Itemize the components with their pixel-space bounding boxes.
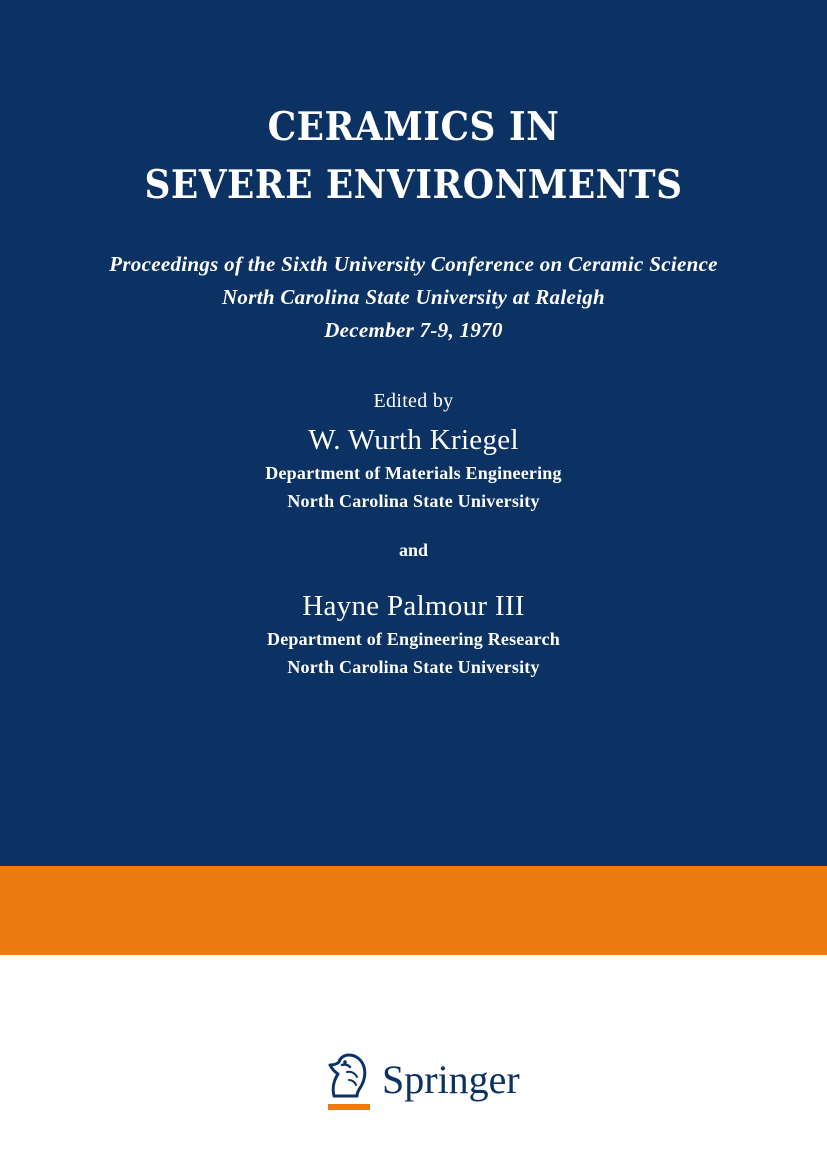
title-line-1: CERAMICS IN xyxy=(267,104,560,150)
subtitle-line-3: December 7-9, 1970 xyxy=(324,318,503,342)
orange-band xyxy=(0,866,827,955)
editor-1-affiliation-2: North Carolina State University xyxy=(287,491,540,511)
subtitle-line-1: Proceedings of the Sixth University Conference on Ceramic Science xyxy=(109,252,718,276)
editor-2-affiliation-1: Department of Engineering Research xyxy=(267,629,560,649)
publisher-logo xyxy=(320,1052,580,1114)
title-line-2: SEVERE ENVIRONMENTS xyxy=(144,162,683,208)
publisher-name: Springer xyxy=(382,1057,520,1102)
editor-2-name: Hayne Palmour III xyxy=(302,590,525,622)
edited-by-label: Edited by xyxy=(373,390,454,412)
springer-horse-icon xyxy=(320,1052,372,1112)
editor-2-affiliation-2: North Carolina State University xyxy=(287,657,540,677)
and-separator: and xyxy=(398,540,429,560)
editor-1-name: W. Wurth Kriegel xyxy=(308,424,519,456)
subtitle-line-2: North Carolina State University at Raleigh xyxy=(221,285,606,309)
editor-1-affiliation-1: Department of Materials Engineering xyxy=(265,463,562,483)
